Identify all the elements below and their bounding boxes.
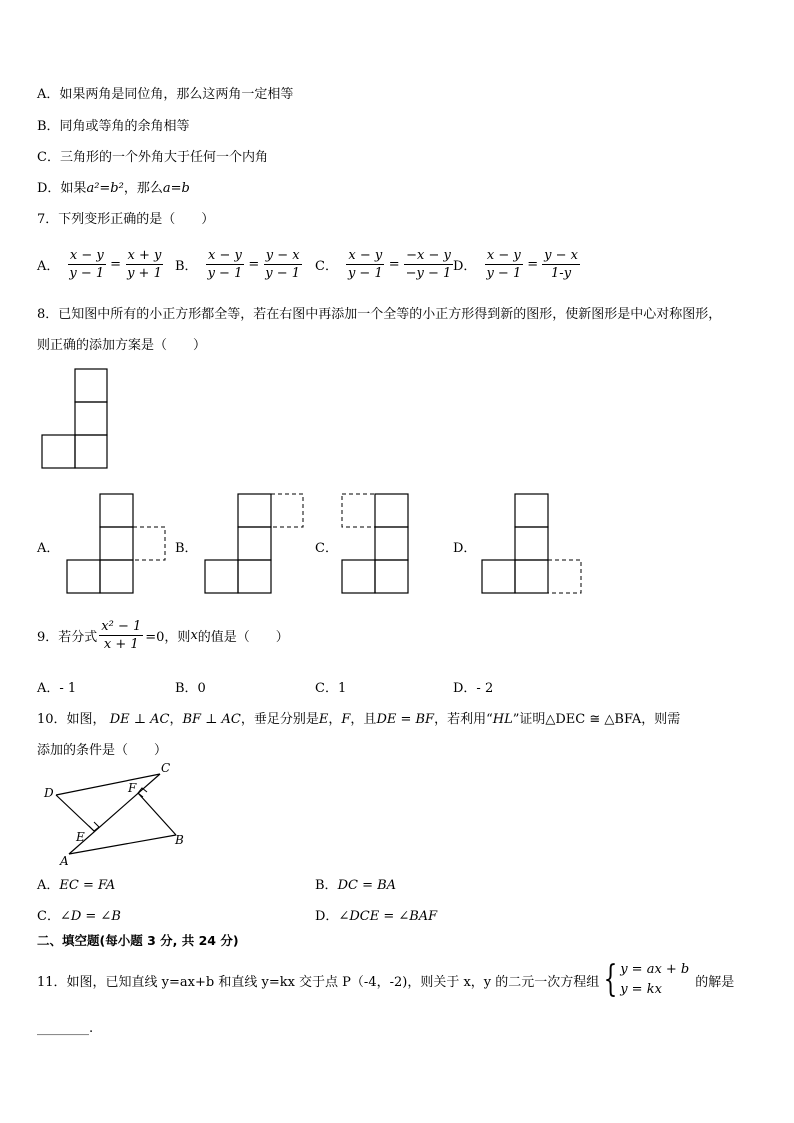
fraction: $\frac{y - x}{y - 1}$ <box>265 248 301 281</box>
fraction: $\frac{x - y}{y - 1}$ <box>207 248 243 281</box>
q10-option-a: A．EC = FA <box>37 878 116 893</box>
q8-option-d-label: D． <box>453 541 477 556</box>
q8-stem-line1: 8．已知图中所有的小正方形都全等，若在右图中再添加一个全等的小正方形得到新的图形，使新图形是中心对称图形， <box>37 307 722 322</box>
q10-option-d: D．∠DCE = ∠BAF <box>315 909 438 924</box>
q9-option-c: C．1 <box>315 681 347 696</box>
q10-option-b: B．DC = BA <box>315 878 397 893</box>
label-b: B <box>175 833 184 847</box>
label-f: F <box>128 781 137 795</box>
q7-option-b: B． $\frac{x - y}{y - 1}$ = $\frac{y - x}{y - 1}$ <box>175 248 301 281</box>
q9-option-d: D．- 2 <box>453 681 494 696</box>
q9-option-b: B．0 <box>175 681 206 696</box>
q9-fraction: $\frac{\text{x² − 1}}{x + 1}$ <box>101 619 142 652</box>
label-a: A <box>60 854 69 868</box>
q8-option-a-label: A． <box>37 541 60 556</box>
section-2-heading: 二、填空题(每小题 3 分, 共 24 分) <box>37 933 239 948</box>
label-e: E <box>76 830 85 844</box>
q8-stem-line2: 则正确的添加方案是（ ） <box>37 338 207 353</box>
q10-option-c: C．∠D = ∠B <box>37 909 121 924</box>
q7-option-c: C． $\frac{x - y}{y - 1}$ = $\frac{-x - y}{-y - 1}$ <box>315 248 452 281</box>
q9-stem: 9．若分式 $\frac{\text{x² − 1}}{x + 1}$ =0，则 x 的值是（ ） <box>37 619 289 652</box>
fraction: $\frac{x - y}{y - 1}$ <box>347 248 383 281</box>
q7-stem: 7．下列变形正确的是（ ） <box>37 212 215 227</box>
label-c: C <box>161 761 171 775</box>
fraction: $\frac{-x - y}{-y - 1}$ <box>405 248 452 281</box>
label-d: D <box>44 786 54 800</box>
fraction: $\frac{x - y}{y - 1}$ <box>69 248 105 281</box>
q11-stem: 11．如图，已知直线 y=ax+b 和直线 y=kx 交于点 P（-4，-2)，则关于 x，y 的二元一次方程组 { y = ax + b y = kx 的解是 <box>37 959 735 1000</box>
q8-option-b-label: B． <box>175 541 198 556</box>
q6-option-a: A．如果两角是同位角，那么这两角一定相等 <box>37 87 294 102</box>
q11-answer-blank: ________. <box>37 1021 94 1036</box>
q8-option-d-figure <box>480 492 584 596</box>
q6-option-b: B．同角或等角的余角相等 <box>37 119 190 134</box>
q10-stem-line1: 10．如图， DE ⊥ AC，BF ⊥ AC，垂足分别是E，F，且DE = BF，若利用“HL”证明△DEC ≅ △BFA，则需 <box>37 712 681 727</box>
q8-option-b-figure <box>202 492 306 596</box>
q9-option-a: A．- 1 <box>37 681 77 696</box>
q7-option-d: D． $\frac{x - y}{y - 1}$ = $\frac{y - x}{1-y}$ <box>453 248 578 281</box>
q6-option-d: D．如果a²=b²，那么a=b <box>37 181 190 196</box>
q8-option-c-label: C． <box>315 541 338 556</box>
q10-stem-line2: 添加的条件是（ ） <box>37 743 168 758</box>
q8-option-c-figure <box>340 492 412 596</box>
q6-option-c: C．三角形的一个外角大于任何一个内角 <box>37 150 268 165</box>
equation-system: { y = ax + b y = kx <box>603 959 690 1000</box>
fraction: $\frac{x - y}{y - 1}$ <box>486 248 522 281</box>
q8-base-figure <box>40 367 112 471</box>
fraction: $\frac{y - x}{1-y}$ <box>544 248 578 281</box>
q7-option-a: A． $\frac{x - y}{y - 1}$ = $\frac{x + y}{y + 1}$ <box>37 248 162 281</box>
q10-figure <box>40 760 200 868</box>
q8-option-a-figure <box>64 492 168 596</box>
fraction: $\frac{x + y}{y + 1}$ <box>127 248 162 281</box>
brace-icon: { <box>603 959 618 1000</box>
